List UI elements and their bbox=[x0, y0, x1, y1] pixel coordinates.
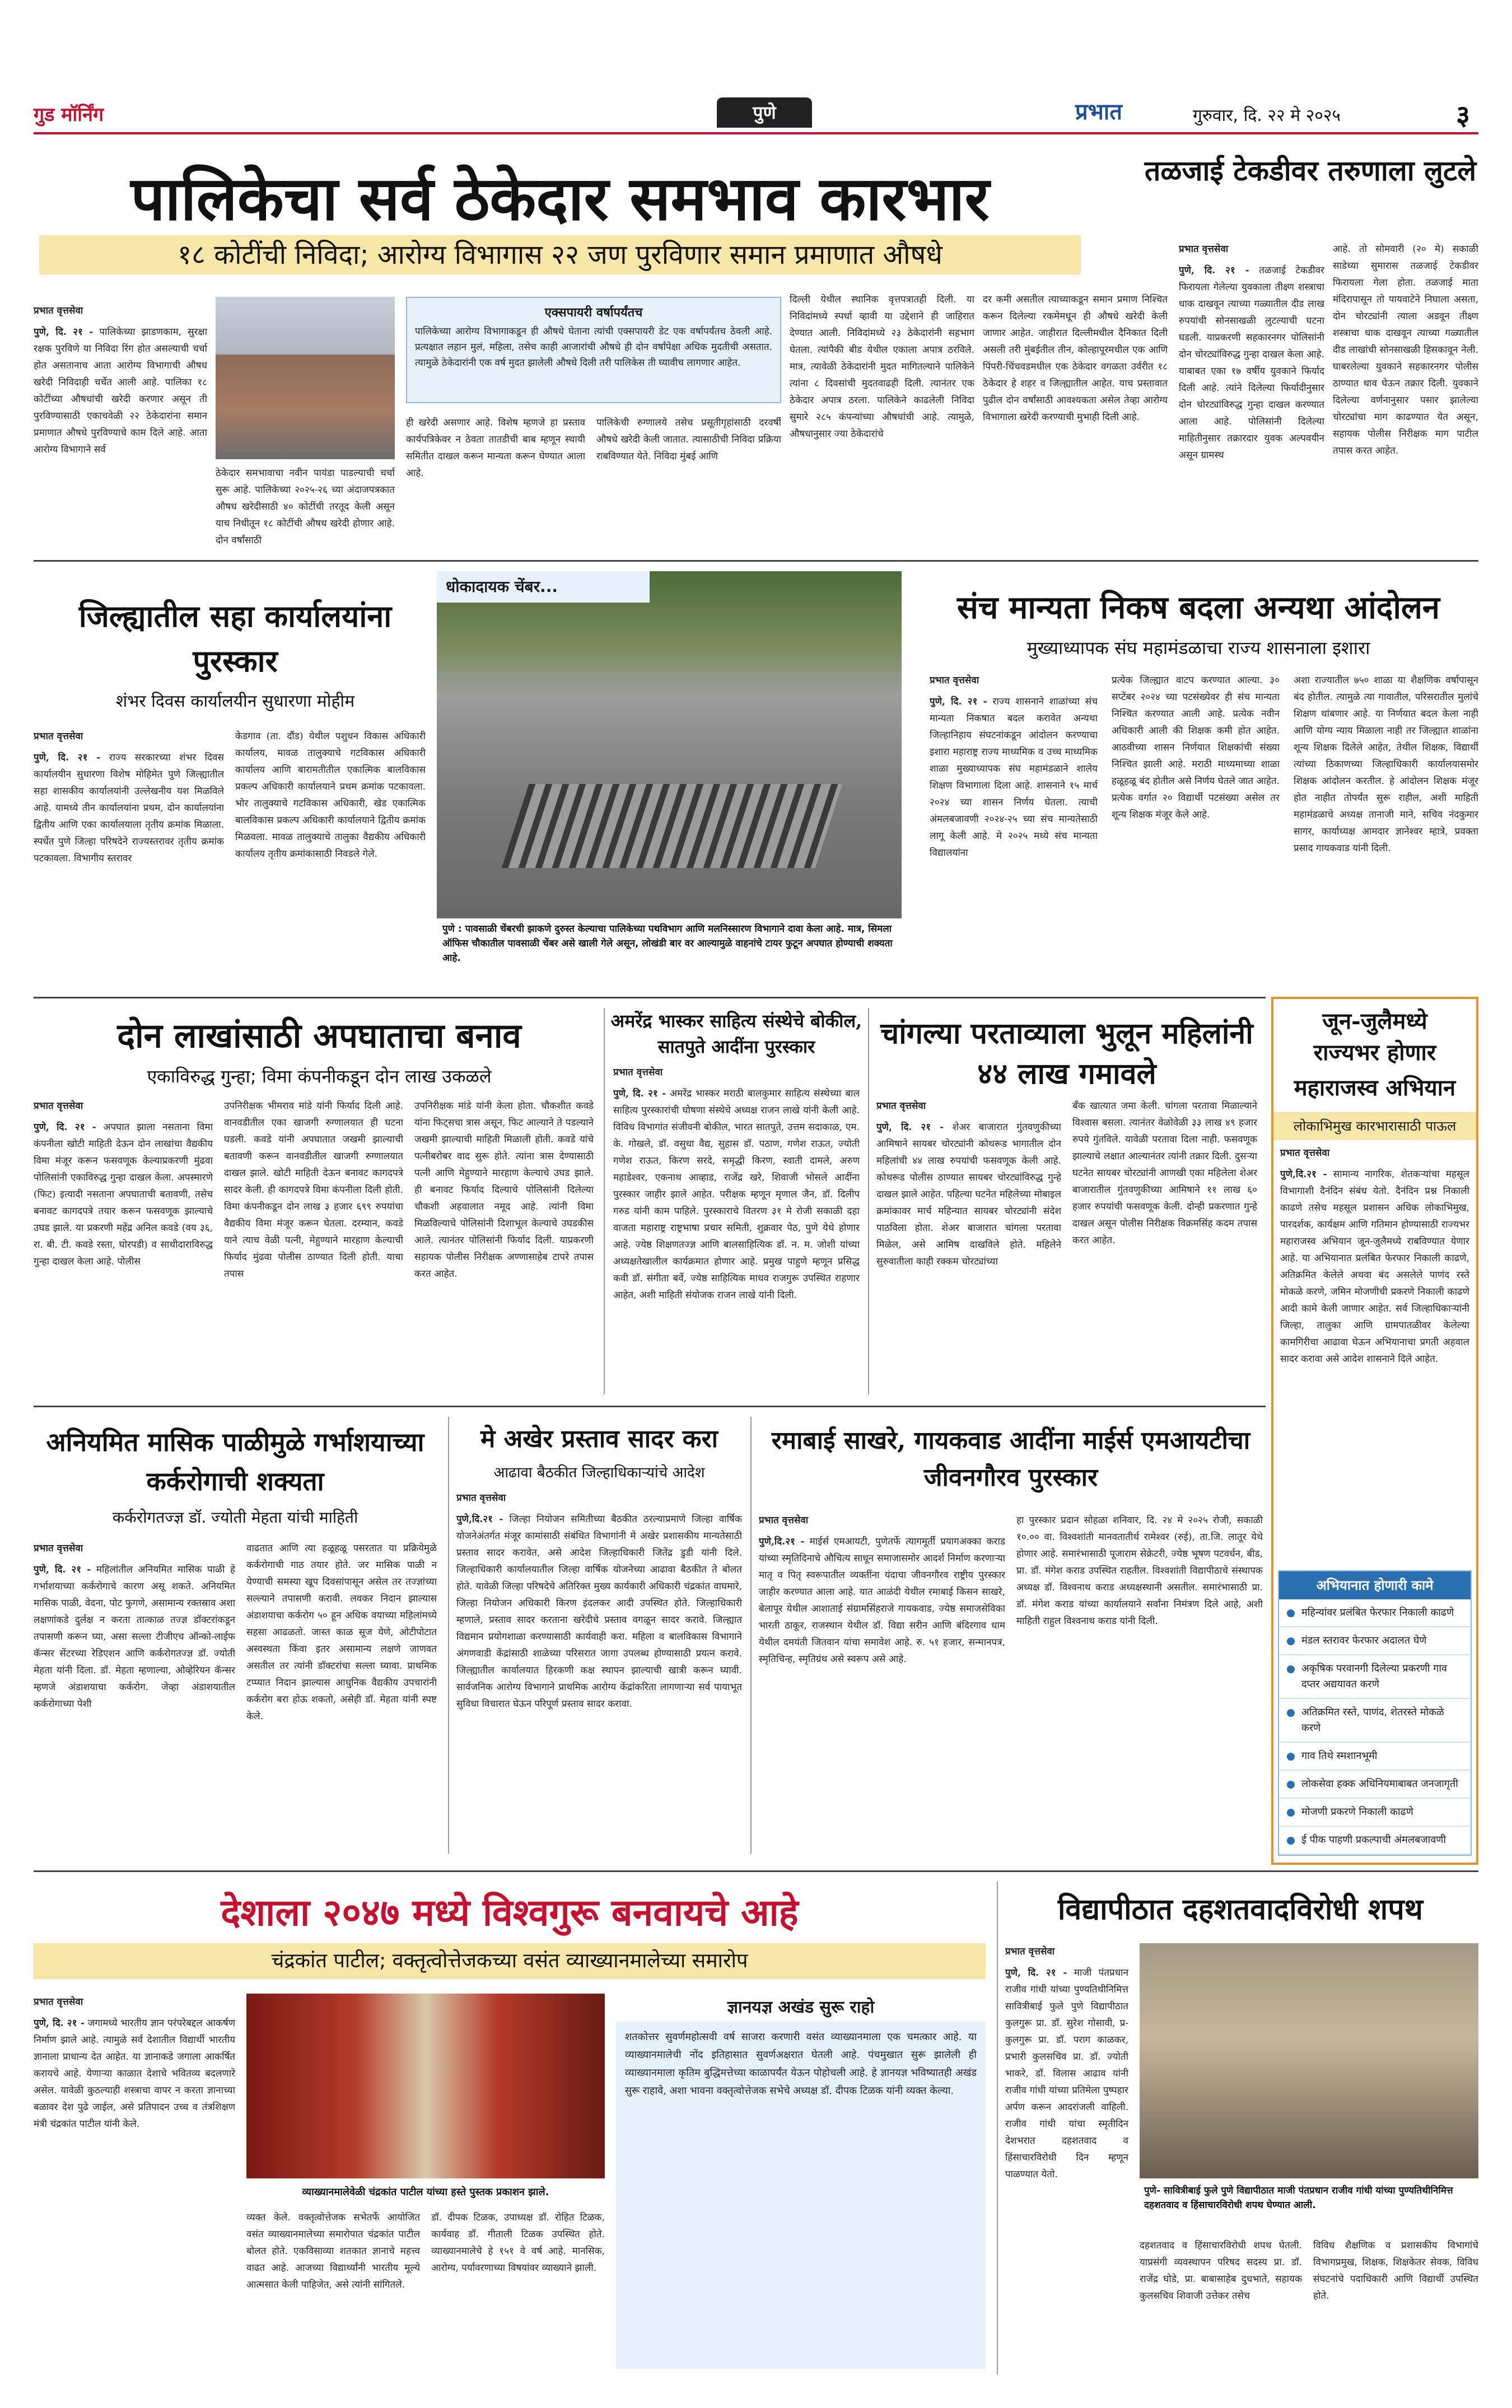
divider-row-4 bbox=[34, 1870, 1478, 1872]
amarendra-text: अमरेंद्र भास्कर मराठी बालकुमार साहित्य संस्थेच्या बाल साहित्य पुरस्कारांची घोषणा संस्थेचे अध्यक्ष राजन लाखे यांनी केली आहे. विविध विभागांत संजीवनी बोकील, भारत सातपुते, उत्तम सदाकाळ, एम. के. गोखले, डॉ. वसुधा वैद्य, सुहास डॉ. पठाण, गणेश राऊत, ज्योती गणेश राऊत, किरण सरदे, समृद्धी किरण, स्वाती दामले, अरुण महाडेश्वर, एकनाथ आव्हाड, राजेंद्र खरे, शिवाजी भोसले आदींना पुरस्कार जाहीर झाले आहेत. परीक्षक म्हणून मृणाल जैन, डॉ. दिलीप गरुड यांनी काम पाहिले. पुरस्काराचे वितरण ३१ मे रोजी सकाळी दहा वाजता महाराष्ट्र राष्ट्रभाषा प्रचार समिती, शुक्रवार पेठ, पुणे येथे होणार आहे. ज्येष्ठ शिक्षणतज्ज्ञ आणि बालसाहित्यिक डॉ. न. म. जोशी यांच्या अध्यक्षतेखालील कार्यक्रमात होणार आहे. प्रमुख पाहुणे म्हणून प्रसिद्ध कवी डॉ. संगीता बर्वे, ज्येष्ठ साहित्यिक माधव राजगुरू उपस्थित राहणार आहेत, अशी माहिती संयोजक राजन लाखे यांनी दिली. bbox=[613, 1088, 860, 1301]
changlya-headline: चांगल्या परताव्याला भुलून महिलांनी ४४ लाख गमावले bbox=[880, 1016, 1253, 1091]
akher-byline: प्रभात वृत्तसेवा bbox=[456, 1492, 506, 1504]
vidyapeeth-text-1: माजी पंतप्रधान राजीव गांधी यांच्या पुण्यतिथीनिमित्त सावित्रीबाई फुले पुणे विद्यापीठात कुलगुरू प्रा. डॉ. सुरेश गोसावी, प्र-कुलगुरू प्रा. डॉ. पराग काळकर, प्रभारी कुलसचिव प्रा. डॉ. ज्योती भाकरे, डॉ. विलास आढाव यांनी राजीव गांधी यांच्या प्रतिमेला पुष्पहार अर्पण करून आदरांजली वाहिली. राजीव गांधी यांचा स्मृतीदिन देशभरात दहशतवाद व हिंसाचारविरोधी दिन म्हणून पाळण्यात येतो. bbox=[1005, 1967, 1128, 2180]
zilha-column-2 bbox=[235, 728, 426, 986]
divider-col-d bbox=[750, 1417, 752, 1854]
deshala-column-2 bbox=[246, 2209, 420, 2374]
sanch-text-2: प्रत्येक जिल्ह्यात वाटप करण्यात आल्या. ३० सप्टेंबर २०२४ च्या पटसंख्येवर ही संच मान्यता निश्चित करण्यात आली आहे. प्रत्येक नवीन अधिकारी आली की शिक्षक कमी होत आहेत. आठवीच्या शासन निर्णयात शिक्षकांची संख्या निश्चित झाली आहे. मराठी माध्यमाच्या शाळा हळूहळू बंद होतील असे निर्णय घेतले जात आहेत. प्रत्येक वर्गात २० विद्यार्थी पटसंख्या असेल तर शून्य शिक्षक मंजूर केले आहे. bbox=[1112, 675, 1280, 820]
amarendra-column bbox=[613, 1064, 860, 1394]
changlya-byline: प्रभात वृत्तसेवा bbox=[876, 1100, 926, 1112]
lead-text-6: दर कमी असतील त्याच्याकडून समान प्रमाण निश्चित करून दिलेल्या रकमेमधून ही औषधे खरेदी केली जाणार आहेत. जाहीरात दिल्लीमधील दैनिकात दिली असली तरी मुंबईतील तीन, कोल्हापूरमधील एक आणि पिंपरी-चिंचवडमधील एक ठेकेदार वगळता उर्वरीत १८ ठेकेदार हे शहर व जिल्ह्यातील आहेत. याच प्रस्तावात पुढील दोन वर्षांसाठी आवश्यकता असेल तेव्हा आरोग्य विभागाला खरेदी करण्याची मुभाही दिली आहे. bbox=[983, 294, 1168, 423]
abhiyan-headline bbox=[1273, 999, 1476, 1108]
chamber-label bbox=[437, 571, 650, 603]
abhiyan-list bbox=[1279, 1599, 1471, 1855]
sanch-dateline: पुणे, दि. २१ - bbox=[930, 696, 987, 707]
sanch-headline: संच मान्यता निकष बदला अन्यथा आंदोलन bbox=[956, 589, 1440, 626]
talzai-byline: प्रभात वृत्तसेवा bbox=[1179, 244, 1229, 255]
apghat-byline: प्रभात वृत्तसेवा bbox=[34, 1100, 83, 1112]
expiry-box bbox=[406, 297, 781, 403]
pledge-caption bbox=[1140, 2181, 1478, 2232]
apghat-subhead: एकाविरुद्ध गुन्हा; विमा कंपनीकडून दोन लाख उकळले bbox=[147, 1066, 492, 1087]
sanch-column-2 bbox=[1112, 672, 1280, 986]
aniyamit-text-2: वाढतात आणि त्या हळूहळू पसरतात या प्रक्रियेमुळे कर्करोगाची गाठ तयार होते. जर मासिक पाळी न येण्याची समस्या खूप दिवसांपासून असेल तर तज्ज्ञांच्या सल्ल्याने तपासणी करावी. लवकर निदान झाल्यास अंडाशयाचा कर्करोग ५० हून अधिक वयाच्या महिलांमध्ये सहसा आढळतो. जास्त काळ सूज येणे, ओटीपोटात अस्वस्थता किंवा इतर असामान्य लक्षणे जाणवत असतील तर त्यांनी डॉक्टरांचा सल्ला घ्यावा. प्राथमिक टप्प्यात निदान झाल्यास आधुनिक वैद्यकीय उपचारांनी कर्करोग बरा होऊ शकतो, असेही डॉ. मेहता यांनी स्पष्ट केले. bbox=[246, 1543, 437, 1722]
divider-row-2 bbox=[34, 997, 1266, 998]
lead-column-2 bbox=[216, 465, 395, 549]
talzai-column-1 bbox=[1179, 241, 1324, 549]
abhiyan-list-item: मोजणी प्रकरणे निकाली काढणे bbox=[1279, 1799, 1471, 1827]
zilha-dateline: पुणे, दि. २१ - bbox=[34, 752, 101, 763]
apghat-column-1 bbox=[34, 1098, 213, 1394]
abhiyan-body bbox=[1273, 1145, 1476, 1565]
abhiyan-list-item: महिन्यांवर प्रलंबित फेरफार निकाली काढणे bbox=[1279, 1599, 1471, 1627]
divider-col-e bbox=[997, 1882, 998, 2374]
aniyamit-text-1: महिलांतील अनियमित मासिक पाळी हे गर्भाशयाच्या कर्करोगाचे कारण असू शकते. अनियमित मासिक पाळी, वेदना, पोट फुगणे, असामान्य रक्तस्राव अशा लक्षणांकडे दुर्लक्ष न करता तात्काळ तज्ज्ञ डॉक्टरांकडून तपासणी करून घ्या, असा सल्ला टीजीएच ऑन्को-लाईफ कॅन्सर सेंटरच्या रेडिएशन आणि कर्करोगतज्ज्ञ डॉ. ज्योती मेहता यांनी दिला. डॉ. मेहता म्हणाल्या, ओव्हेरियन कॅन्सर म्हणजे अंडाशयाचा कर्करोग. जेव्हा अंडाशयातील कर्करोगाच्या पेशी bbox=[34, 1564, 235, 1710]
pledge-caption-text: पुणे- सावित्रीबाई फुले पुणे विद्यापीठात माजी पंतप्रधान राजीव गांधी यांच्या पुण्यतिथीनिमित्त दहशतवाद व हिंसाचारविरोधी शपथ घेण्यात आली. bbox=[1144, 2185, 1453, 2211]
aniyamit-subhead: कर्करोगतज्ज्ञ डॉ. ज्योती मेहता यांची माहिती bbox=[112, 1508, 358, 1527]
deshala-column-1 bbox=[34, 1994, 235, 2374]
vidyapeeth-column-3 bbox=[1313, 2237, 1478, 2374]
divider-row-3 bbox=[34, 1406, 1266, 1407]
deshala-text-2: व्यक्त केले. वक्तृत्वोत्तेजक सभेतर्फे आयोजित वसंत व्याख्यानमालेच्या समारोपात चंद्रकांत पाटील बोलत होते. एकविसाव्या शतकात ज्ञानाचे महत्त्व वाढत आहे. आजच्या विद्यार्थ्यांनी भारतीय मूल्ये आत्मसात केली पाहिजेत, असे त्यांनी सांगितले. bbox=[246, 2212, 420, 2290]
lead-column-4 bbox=[596, 414, 781, 549]
lead-subhead-text: १८ कोटींची निविदा; आरोग्य विभागास २२ जण पुरविणार समान प्रमाणात औषधे bbox=[178, 239, 942, 270]
lead-column-1 bbox=[34, 302, 207, 549]
talzai-column-2 bbox=[1333, 241, 1478, 549]
ramabai-column-1 bbox=[759, 1512, 1005, 1854]
lead-byline: प्रभात वृत्तसेवा bbox=[34, 305, 83, 316]
abhiyan-list-item: अकृषिक परवानगी दिलेल्या प्रकरणी गाव दप्तर अद्ययावत करणे bbox=[1279, 1655, 1471, 1699]
apghat-dateline: पुणे, दि. २१ - bbox=[34, 1122, 96, 1133]
abhiyan-list-item: लोकसेवा हक्क अधिनियमाबाबत जनजागृती bbox=[1279, 1771, 1471, 1799]
deshala-byline: प्रभात वृत्तसेवा bbox=[34, 1996, 83, 2008]
dnyanyadnya-text: शतकोत्तर सुवर्णमहोत्सवी वर्ष साजरा करणारी वसंत व्याख्यानमाला एक चमत्कार आहे. या व्याख्यानमालेची नोंद इतिहासात सुवर्णअक्षरात घेतली आहे. पंचमुखात सुरू झालेली ही व्याख्यानमाला कृतिम बुद्धिमत्तेच्या काळापर्यंत येऊन पोहोचली आहे. हे ज्ञानयज्ञ भविष्यातही अखंड सुरू राहावे, अशा भावना वक्तृत्वोत्तेजक सभेचे अध्यक्ष डॉ. दीपक टिळक यांनी व्यक्त केल्या. bbox=[616, 2022, 986, 2369]
apghat-headline: दोन लाखांसाठी अपघाताचा बनाव bbox=[117, 1016, 521, 1056]
aniyamit-byline: प्रभात वृत्तसेवा bbox=[34, 1543, 83, 1554]
deshala-column-3 bbox=[431, 2209, 605, 2374]
zilha-text-1: राज्य सरकारच्या शंभर दिवस कार्यालयीन सुधारणा विशेष मोहिमेत पुणे जिल्ह्यातील सहा शासकीय कार्यालयांनी उल्लेखनीय यश मिळविले आहे. यामध्ये तीन कार्यालयांना प्रथम, दोन कार्यालयांना द्वितीय आणि एका कार्यालयाला तृतीय क्रमांक मिळाला. स्पर्धेत पुणे जिल्हा परिषदेने राज्यस्तरावर तृतीय क्रमांक पटकावला. विभागीय स्तरावर bbox=[34, 752, 224, 864]
deshala-text-1: जगामध्ये भारतीय ज्ञान परंपरेबद्दल आकर्षण निर्माण झाले आहे. त्यामुळे सर्व देशातील विद्यार्थी भारतीय ज्ञानाला प्राधान्य देत आहेत. या ज्ञानाकडे जगाला आकर्षित करायचे आहे. येणाऱ्या काळात देशाचे भवितव्य बदलणारे असेल. यावेळी कुठल्याही शस्त्राचा वापर न करता ज्ञानाच्या बळावर देश पुढे जाईल, असे प्रतिपादन उच्च व तंत्रशिक्षण मंत्री चंद्रकांत पाटील यांनी केले. bbox=[34, 2018, 235, 2130]
divider-col-c bbox=[448, 1417, 449, 1854]
lead-text-3: ही खरेदी असणार आहे. विशेष म्हणजे हा प्रस्ताव कार्यपत्रिकेवर न ठेवता तातडीची बाब म्हणून स्थायी समितीत दाखल करून मान्यता करून घेण्यात आला आहे. bbox=[406, 417, 585, 479]
talzai-dateline: पुणे, दि. २१ - bbox=[1179, 265, 1249, 276]
abhiyan-panel bbox=[1271, 997, 1478, 1865]
lead-subhead bbox=[39, 235, 1081, 274]
dnyanyadnya-box bbox=[616, 1994, 986, 2374]
section-label-left: गुड मॉर्निंग bbox=[34, 104, 104, 126]
changlya-text-1: शेअर बाजारात गुंतवणुकीच्या आमिषाने सायबर चोरट्यांनी कोथरूड भागातील दोन महिलांची ४४ लाख रुपयांची फसवणूक केली आहे. कोथरूड पोलीस ठाण्यात सायबर चोरट्यांविरुद्ध गुन्हे दाखल झाले आहेत. पहिल्या घटनेत महिलेच्या मोबाइल क्रमांकावर मार्च महिन्यात सायबर चोरट्यांनी संदेश पाठविला होता. शेअर बाजारात चांगला परतावा मिळेल, असे आमिष दाखविले होते. महिलेने सुरुवातीला काही रक्कम चोरट्यांच्या bbox=[876, 1122, 1061, 1267]
abhiyan-subhead: लोकाभिमुख कारभारासाठी पाऊल bbox=[1273, 1112, 1476, 1140]
vidyapeeth-text-3: विविध शैक्षणिक व प्रशासकीय विभागांचे विभागप्रमुख, शिक्षक, शिक्षकेतर सेवक, विविध संघटनांचे पदाधिकारी आणि विद्यार्थी उपस्थित होते. bbox=[1313, 2240, 1478, 2302]
abhiyan-headline-1: जून-जुलैमध्ये bbox=[1322, 1008, 1427, 1034]
sanch-column-1 bbox=[930, 672, 1098, 986]
book-launch-caption bbox=[246, 2181, 605, 2204]
amarendra-byline: प्रभात वृत्तसेवा bbox=[613, 1067, 663, 1078]
pledge-photo bbox=[1140, 1943, 1478, 2178]
akher-column bbox=[456, 1490, 742, 1854]
sanch-subhead: मुख्याध्यापक संघ महामंडळाचा राज्य शासनाला इशारा bbox=[1026, 637, 1370, 659]
changlya-dateline: पुणे, दि. २१ - bbox=[876, 1122, 944, 1133]
abhiyan-list-item: अतिक्रमित रस्ते, पाणंद, शेतरस्ते मोकळे करणे bbox=[1279, 1699, 1471, 1743]
dnyanyadnya-title: ज्ञानयज्ञ अखंड सुरू राहो bbox=[727, 1998, 875, 2017]
abhiyan-dateline: पुणे,दि.२१ - bbox=[1280, 1169, 1327, 1180]
expiry-box-text: पालिकेच्या आरोग्य विभागाकडून ही औषधे घेताना त्यांची एक्सपायरी डेट एक वर्षापर्यंतच ठेवली आहे. प्रत्यक्षात लहान मुलं, महिला, तसेच काही आजारांची औषधे ही दोन वर्षांपेक्षा अधिक मुदतीची असतात. त्यामुळे ठेकेदारांनी एक वर्ष मुदत झालेली औषधे दिली तरी पालिकेस ती घ्यावीच लागणार आहेत. bbox=[415, 326, 772, 368]
deshala-subhead bbox=[34, 1943, 986, 1979]
sanch-byline: प्रभात वृत्तसेवा bbox=[930, 675, 979, 686]
section-label-center: पुणे bbox=[717, 97, 812, 128]
divider-col-a bbox=[604, 1008, 605, 1394]
apghat-text-3: उपनिरीक्षक मांडे यांनी केला होता. चौकशीत कवडे यांना फिट्सचा त्रास असून, फिट आल्याने ते पडल्याने जखमी झाल्याची माहिती मिळाली होती. कवडे यांचे पत्नीबरोबर वाद सुरू होते. त्यांना त्रास देण्यासाठी पत्नी आणि मेहुण्याने मारहाण केल्याचे उघड झाले. ही बनावट फिर्याद दिल्याचे पोलिसांनी दिलेल्या चौकशी अहवालात नमूद आहे. त्यांनी विमा मिळविल्याचे पोलिसांनी दिशाभूल केल्याचे उघडकीस आले. त्यानंतर पोलिसांनी फिर्याद दिली. याप्रकरणी सहायक पोलीस निरीक्षक अण्णासाहेब टापरे तपास करत आहेत. bbox=[414, 1100, 594, 1280]
abhiyan-list-title: अभियानात होणारी कामे bbox=[1279, 1571, 1471, 1599]
deshala-subhead-text: चंद्रकांत पाटील; वक्तृत्वोत्तेजकच्या वसंत व्याख्यानमालेच्या समारोप bbox=[271, 1949, 748, 1972]
zilha-headline: जिल्ह्यातील सहा कार्यालयांना पुरस्कार bbox=[78, 598, 392, 679]
vidyapeeth-dateline: पुणे, दि. २१ - bbox=[1005, 1967, 1067, 1978]
apghat-text-1: अपघात झाला नसताना विमा कंपनीला खोटी माहिती देऊन दोन लाखांचा वैद्यकीय विमा मंजूर करून फसवणूक केल्याप्रकरणी मुंढवा पोलिसांनी एकाविरुद्ध गुन्हा दाखल केला. अपस्मारणे (फिट) इत्यादी नसताना अपघाताची बतावणी, तसेच बनावट कागदपत्रे तयार करून फसवणूक झाल्याचे उघड झाले. या प्रकरणी महेंद्र अनिल कवडे (वय ३६, रा. बी. टी. कवडे रस्ता, घोरपडी) व साथीदाराविरुद्ध गुन्हा दाखल केला आहे. पोलीस bbox=[34, 1122, 213, 1267]
zilha-column-1 bbox=[34, 728, 224, 986]
lead-column-6 bbox=[983, 291, 1168, 549]
deshala-text-3: डॉ. दीपक टिळक, उपाध्यक्ष डॉ. रोहित टिळक, कार्यवाह डॉ. गीताली टिळक उपस्थित होते. व्याख्यानमालेचे हे १५१ वे वर्ष आहे. मानसिक, आरोग्य, पर्यावरणाच्या विषयांवर व्याख्याने झाली. bbox=[431, 2212, 605, 2274]
lead-column-3 bbox=[406, 414, 585, 549]
lead-text-2: ठेकेदार समभावाचा नवीन पायंडा पाडल्याची चर्चा सुरू आहे. पालिकेच्या २०२५-२६ च्या अंदाजपत्रकात औषध खरेदीसाठी ४० कोटींची तरतूद केली असून याच निधीतून १८ कोटींची औषध खरेदी होणार आहे. दोन वर्षांसाठी bbox=[216, 468, 395, 546]
talzai-text-2: आहे. तो सोमवारी (२० मे) सकाळी साडेच्या सुमारास तळजाई टेकडीवर फिरायला गेला होता. तळजाई माता मंदिरापासून तो पायवाटेने निघाला असता, दोन चोरट्यांनी त्याला अडवून तीक्ष्ण शस्त्राचा धाक दाखवून त्याच्या गळ्यातील दीड लाखांची सोनसाखळी हिसकावून नेली. घाबरलेल्या युवकाने सहकारनगर पोलीस ठाण्यात धाव घेऊन तक्रार दिली. युवकाने दिलेल्या वर्णनानुसार पसार झालेल्या चोरट्यांचा माग काढण्यात येत असून, सहायक पोलीस निरीक्षक माग पाटील तपास करत आहेत. bbox=[1333, 244, 1478, 456]
hospital-photo bbox=[216, 297, 395, 459]
talzai-text-1: तळजाई टेकडीवर फिरायला गेलेल्या युवकाला तीक्ष्ण शस्त्राचा धाक दाखवून त्याच्या गळ्यातील दीड लाख रुपयांची सोनसाखळी लुटल्याची घटना घडली. याप्रकरणी सहकारनगर पोलिसांनी दोन चोरट्यांविरुद्ध गुन्हा दाखल केला आहे. याबाबत एका १७ वर्षीय युवकाने फिर्याद दिली आहे. त्यांने दिलेल्या फिर्यादीनुसार दोन चोरट्यांविरुद्ध गुन्हा दाखल करण्यात आला आहे. पोलिसांनी दिलेल्या माहितीनुसार तक्रारदार युवक अल्पवयीन असून ग्रामस्थ bbox=[1179, 265, 1324, 461]
changlya-text-2: बँक खात्यात जमा केली. चांगला परतावा मिळाल्याने विश्वास बसला. त्यानंतर वेळोवेळी ३३ लाख ४९ हजार रुपये गुंतविले. यावेळी परतावा दिला नाही. फसवणूक झाल्याचे लक्षात आल्यानंतर त्यांनी तक्रार दिली. दुसऱ्या घटनेत सायबर चोरट्यांनी आणखी एका महिलेला शेअर बाजारातील गुंतवणुकीच्या आमिषाने ११ लाख ६० हजार रुपयांची फसवणूक केली. दोन्ही प्रकरणात गुन्हे दाखल असून पोलीस निरीक्षक विक्रमसिंह कदम तपास करत आहेत. bbox=[1072, 1100, 1257, 1246]
sanch-text-3: अशा राज्यातील ७५० शाळा या शैक्षणिक वर्षापासून बंद होतील. त्यामुळे त्या गावातील, परिसरातील मुलांचे शिक्षण थांबणार आहे. या निर्णयात बदल केला नाही आणि योग्य न्याय मिळाला नाही तर जिल्ह्यात शाळांना शून्य शिक्षक दिलेले आहेत, तेथील शिक्षक, विद्यार्थी त्यांच्या ठिकाणच्या जिल्हाधिकारी कार्यालयासमोर शिक्षक आंदोलन करतील. हे आंदोलन शिक्षक मंजूर होत नाहीत तोपर्यंत सुरू राहील, अशी माहिती महामंडळाचे अध्यक्ष तानाजी माने, सचिव नंदकुमार सागर, कार्याध्यक्ष आमदार ज्ञानेश्वर म्हात्रे, प्रवक्ता प्रसाद गायकवाड यांनी दिली. bbox=[1294, 675, 1478, 854]
lead-text-5: दिल्ली येथील स्थानिक वृत्तपत्रातही दिली. या निविदांमध्ये स्पर्धा व्हावी या उद्देशाने ही जाहिरात देण्यात आली. निविदांमध्ये २३ ठेकेदारांनी सहभाग घेतला. त्यांपैकी बीड येथील एकाला अपात्र ठरविले. मात्र, त्यावेळी ठेकेदारांनी मुदत मागितल्याने पालिकेने त्यांना ८ दिवसांची मुदतवाढही दिली. त्यानंतर एक ठेकेदार अपात्र ठरला. पालिकेने काढलेली निविदा सुमारे २८५ कंपन्यांच्या औषधांची आहे. त्यामुळे, औषधानुसार ज्या ठेकेदारांचे bbox=[790, 294, 974, 440]
grating bbox=[502, 784, 843, 868]
abhiyan-list-item: गाव तिथे स्मशानभूमी bbox=[1279, 1743, 1471, 1771]
aniyamit-headline: अनियमित मासिक पाळीमुळे गर्भाशयाच्या कर्करोगाची शक्यता bbox=[46, 1427, 424, 1496]
akher-dateline: पुणे,दि.२१ - bbox=[456, 1514, 503, 1525]
changlya-column-2 bbox=[1072, 1098, 1257, 1394]
vidyapeeth-headline: विद्यापीठात दहशतवादविरोधी शपथ bbox=[1057, 1892, 1424, 1926]
vidyapeeth-column-2 bbox=[1140, 2237, 1302, 2374]
ramabai-byline: प्रभात वृत्तसेवा bbox=[759, 1515, 809, 1526]
amarendra-headline: अमरेंद्र भास्कर साहित्य संस्थेचे बोकील, सातपुते आदींना पुरस्कार bbox=[610, 1010, 862, 1057]
amarendra-dateline: पुणे, दि. २१ - bbox=[613, 1088, 666, 1099]
zilha-byline: प्रभात वृत्तसेवा bbox=[34, 731, 83, 742]
divider-col-b bbox=[868, 1008, 869, 1394]
aniyamit-column-2 bbox=[246, 1540, 437, 1854]
abhiyan-headline-2: राज्यभर होणार bbox=[1313, 1039, 1436, 1066]
lead-text-4: पालिकेची रुग्णालये तसेच प्रसूतीगृहांसाठी दरवर्षी औषधे खरेदी केली जातात. त्यासाठीची निविदा प्रक्रिया राबविण्यात येते. निविदा मुंबई आणि bbox=[596, 417, 781, 462]
vidyapeeth-text-2: दहशतवाद व हिंसाचारविरोधी शपथ घेतली. याप्रसंगी व्यवस्थापन परिषद सदस्य प्रा. डॉ. राजेंद्र घोडे, प्रा. बाबासाहेब दुधभाते, सहायक कुलसचिव शिवाजी उत्तेकर तसेच bbox=[1140, 2240, 1302, 2302]
lead-column-5 bbox=[790, 291, 974, 549]
sanch-column-3 bbox=[1294, 672, 1478, 986]
akher-headline: मे अखेर प्रस्ताव सादर करा bbox=[480, 1425, 718, 1453]
masthead bbox=[34, 95, 1478, 134]
akher-text: जिल्हा नियोजन समितीच्या बैठकीत ठरल्याप्रमाणे जिल्हा वार्षिक योजनेअंतर्गत मंजूर कामांसाठी संबंधित विभागांनी मे अखेर प्रशासकीय मान्यतेसाठी प्रस्ताव सादर करावेत, असे आदेश जिल्हाधिकारी जितेंद्र डुडी यांनी दिले. जिल्हाधिकारी कार्यालयातील जिल्हा वार्षिक योजनेच्या आढावा बैठकीत ते बोलत होते. यावेळी जिल्हा परिषदेचे अतिरिक्त मुख्य कार्यकारी अधिकारी चंद्रकांत वाघमारे, जिल्हा नियोजन अधिकारी किरण इंदलकर आदी उपस्थित होते. जिल्हाधिकारी म्हणाले, प्रस्ताव सादर करताना खरेदीचे प्रस्ताव वगळून सादर करावे. जिल्ह्यात विद्यमान प्रयोगशाळा करण्यासाठी कार्यवाही करा. महिला व बालविकास विभागाने अंगणवाडी केंद्रांसाठी शाळेच्या परिसरात जागा उपलब्ध होण्यासाठी प्रयत्न करावे. जिल्ह्यातील कार्यालयात हिरकणी कक्ष स्थापन झाल्याची खात्री करून घ्यावी. सार्वजनिक आरोग्य विभागाने प्राथमिक आरोग्य केंद्रांकरिता लागणाऱ्या सर्व पायाभूत सुविधा विचारात घेऊन परिपूर्ण प्रस्ताव सादर करावा. bbox=[456, 1514, 742, 1710]
chamber-label-text: धोकादायक चेंबर... bbox=[446, 577, 558, 596]
aniyamit-dateline: पुणे, दि. २१ - bbox=[34, 1564, 91, 1575]
ramabai-dateline: पुणे,दि.२१ - bbox=[759, 1536, 805, 1547]
changlya-column-1 bbox=[876, 1098, 1061, 1394]
chamber-caption bbox=[437, 918, 902, 986]
apghat-column-2 bbox=[224, 1098, 403, 1394]
divider-row-1 bbox=[34, 560, 1478, 562]
chamber-caption-text: पुणे : पावसाळी चेंबरची झाकणे दुरुस्त केल्याचा पालिकेच्या पथविभाग आणि मलनिस्सारण विभागाने दावा केला आहे. मात्र, सिमला ऑफिस चौकातील पावसाळी चेंबर असे खाली गेले असून, लोखंडी बार वर आल्यामुळे वाहनांचे टायर फुटून अपघात होण्याची शक्यता आहे. bbox=[442, 923, 893, 964]
expiry-box-title: एक्सपायरी वर्षापर्यंतच bbox=[544, 306, 643, 320]
lead-text-1: पालिकेच्या झाडणकाम, सुरक्षा रक्षक पुरविणे या निविदा रिंग होत असल्याची चर्चा होत असतानाच आता आरोग्य विभागाची औषध खरेदी निविदाही चर्चेत आली आहे. पालिका १८ कोटींच्या औषधांची खरेदी करणार असून ती पुरविण्यासाठी एकाचवेळी २२ ठेकेदारांना समान प्रमाणात औषधे पुरविण्याचे काम दिले आहे. आता आरोग्य विभागाने सर्व bbox=[34, 326, 207, 455]
akher-subhead: आढावा बैठकीत जिल्हाधिकाऱ्यांचे आदेश bbox=[493, 1464, 705, 1481]
abhiyan-headline-3: महाराजस्व अभियान bbox=[1294, 1075, 1456, 1101]
page-number: ३ bbox=[1456, 100, 1470, 131]
apghat-column-3 bbox=[414, 1098, 594, 1394]
brand-logo: प्रभात bbox=[1075, 99, 1123, 125]
abhiyan-list-item: मंडल स्तरावर फेरफार अदालत घेणे bbox=[1279, 1627, 1471, 1655]
lead-headline: पालिकेचा सर्व ठेकेदार समभाव कारभार bbox=[130, 164, 990, 234]
ramabai-headline: रमाबाई साखरे, गायकवाड आदींना माईर्स एमआयटीचा जीवनगौरव पुरस्कार bbox=[771, 1426, 1250, 1492]
ramabai-text-2: हा पुरस्कार प्रदान सोहळा शनिवार, दि. २४ मे २०२५ रोजी, सकाळी १०.०० वा. विश्वशांती मानवतातीर्थ रामेश्वर (रुई), ता.जि. लातूर येथे होणार आहे. समारंभासाठी पूजाराम सेक्रेटरी, ज्येष्ठ भूषण पटवर्धन, बीड, प्रा. डॉ. मंगेश कराड उपस्थित राहतील. विश्वशांती विद्यापीठाचे संस्थापक अध्यक्ष डॉ. विश्वनाथ कराड अध्यक्षस्थानी असतील. समारंभासाठी प्रा. डॉ. मंगेश कराड यांच्या कार्यालयाने सर्वांना निमंत्रण दिले आहे, अशी माहिती राहुल विश्वनाथ कराड यांनी दिली. bbox=[1016, 1515, 1263, 1627]
lead-dateline: पुणे, दि. २१ - bbox=[34, 326, 94, 338]
abhiyan-list-box bbox=[1278, 1570, 1472, 1856]
deshala-dateline: पुणे, दि. २१ - bbox=[34, 2018, 85, 2029]
zilha-subhead: शंभर दिवस कार्यालयीन सुधारणा मोहीम bbox=[115, 692, 355, 711]
abhiyan-list-item: ई पीक पाहणी प्रकल्पाची अंमलबजावणी bbox=[1279, 1827, 1471, 1855]
vidyapeeth-byline: प्रभात वृत्तसेवा bbox=[1005, 1946, 1055, 1957]
deshala-headline: देशाला २०४७ मध्ये विश्वगुरू बनवायचे आहे bbox=[221, 1891, 799, 1934]
apghat-text-2: उपनिरीक्षक भीमराव मांडे यांनी फिर्याद दिली आहे. वानवडीतील एका खाजगी रुग्णालयात ही घटना घडली. कवडे यांनी अपघातात जखमी झाल्याची बतावणी करून वानवडीतील खाजगी रुग्णालयात दाखल झाले. खोटी माहिती देऊन बनावट कागदपत्रे सादर केली. ही कागदपत्रे विमा कंपनीला दिली होती. विमा कंपनीकडून दोन लाख ३ हजार ६९९ रुपयांचा वैद्यकीय विमा मंजूर करून घेतला. दरम्यान, कवडे याने त्याच वेळी पत्नी, मेहुण्याने मारहाण केल्याची फिर्याद मुंढवा पोलीस ठाण्यात दिली होती. याचा तपास bbox=[224, 1100, 403, 1280]
aniyamit-column-1 bbox=[34, 1540, 235, 1854]
abhiyan-byline: प्रभात वृत्तसेवा bbox=[1280, 1147, 1330, 1159]
issue-date: गुरुवार, दि. २२ मे २०२५ bbox=[1193, 106, 1341, 125]
abhiyan-text: सामान्य नागरिक, शेतकऱ्यांचा महसूल विभागाशी दैनंदिन संबंध येतो. दैनंदिन प्रश्न निकाली काढणे तसेच महसूल प्रशासन अधिक लोकाभिमुख, पारदर्शक, कार्यक्षम आणि गतिमान होण्यासाठी राज्यभर महाराजस्व अभियान जून-जुलैमध्ये राबविण्यात येणार आहे. या अभियानात प्रलंबित फेरफार निकाली काढणे, अतिक्रमित केलेले अथवा बंद असलेले पाणंद रस्ते मोकळे करणे, जमिन मोजणीची प्रकरणे निकाली काढणे आदी कामे केली जाणार आहेत. सर्व जिल्हाधिकाऱ्यांनी जिल्हा, तालुका आणि ग्रामपातळीवर केलेल्या कामगिरीचा आढावा घेऊन अभियानाचा प्रगती अहवाल सादर करावा असे आदेश शासनाने दिले आहेत. bbox=[1280, 1169, 1469, 1365]
sanch-text-1: राज्य शासनाने शाळांच्या संच मान्यता निकषात बदल करावेत अन्यथा जिल्हानिहाय संघटनांकडून आंदोलन करण्याचा इशारा महाराष्ट्र राज्य माध्यमिक व उच्च माध्यमिक शाळा मुख्याध्यापक संघ महामंडळाने शालेय शिक्षण विभागाला दिला आहे. शासनाने १५ मार्च २०२४ च्या शासन निर्णय घेतला. त्याची अंमलबजावणी २०२४-२५ च्या संच मान्यतेसाठी लागू केली आहे. मे २०२५ मध्ये संच मान्यता विद्यालयांना bbox=[930, 696, 1098, 858]
ramabai-text-1: माईर्स एमआयटी, पुणेतर्फे त्यागमूर्ती प्रयागअक्का कराड यांच्या स्मृतिदिनाचे औचित्य साधून समाजासमोर आदर्श निर्माण करणाऱ्या मातृ व पितृ स्वरूपातील व्यक्तींना यंदाचा जीवनगौरव राष्ट्रीय पुरस्कार जाहीर करण्यात आला आहे. यात आळंदी येथील रमाबाई किसन साखरे, बेलापूर येथील आशाताई संग्रामसिंहराजे गायकवाड, ज्येष्ठ समाजसेविका भारती ठाकूर, राजस्थान येथील डॉ. विद्या सरीन आणि बंदिरगाव धाम येथील दमयंती जितवान यांचा समावेश आहे. रु. ५१ हजार, सन्मानपत्र, स्मृतिचिन्ह, स्मृतिग्रंथ असे स्वरूप असे आहे. bbox=[759, 1536, 1005, 1665]
talzai-headline: तळजाई टेकडीवर तरुणाला लुटले bbox=[1144, 154, 1477, 187]
book-launch-photo bbox=[246, 1994, 605, 2178]
zilha-text-2: केडगाव (ता. दौंड) येथील पशुधन विकास अधिकारी कार्यालय, मावळ तालुक्याचे गटविकास अधिकारी कार्यालय आणि बारामतीतील एकात्मिक बालविकास प्रकल्प अधिकारी कार्यालयाने प्रथम क्रमांक पटकावला. भोर तालुक्याचे गटविकास अधिकारी, खेड एकात्मिक बालविकास प्रकल्प अधिकारी कार्यालयाने द्वितीय क्रमांक मिळवला. मावळ तालुक्याचे तालुका वैद्यकीय अधिकारी कार्यालय तृतीय क्रमांकासाठी निवडले गेले. bbox=[235, 731, 426, 860]
ramabai-column-2 bbox=[1016, 1512, 1263, 1854]
book-launch-caption-text: व्याख्यानमालेवेळी चंद्रकांत पाटील यांच्या हस्ते पुस्तक प्रकाशन झाले. bbox=[302, 2186, 549, 2198]
vidyapeeth-column-1 bbox=[1005, 1943, 1128, 2374]
